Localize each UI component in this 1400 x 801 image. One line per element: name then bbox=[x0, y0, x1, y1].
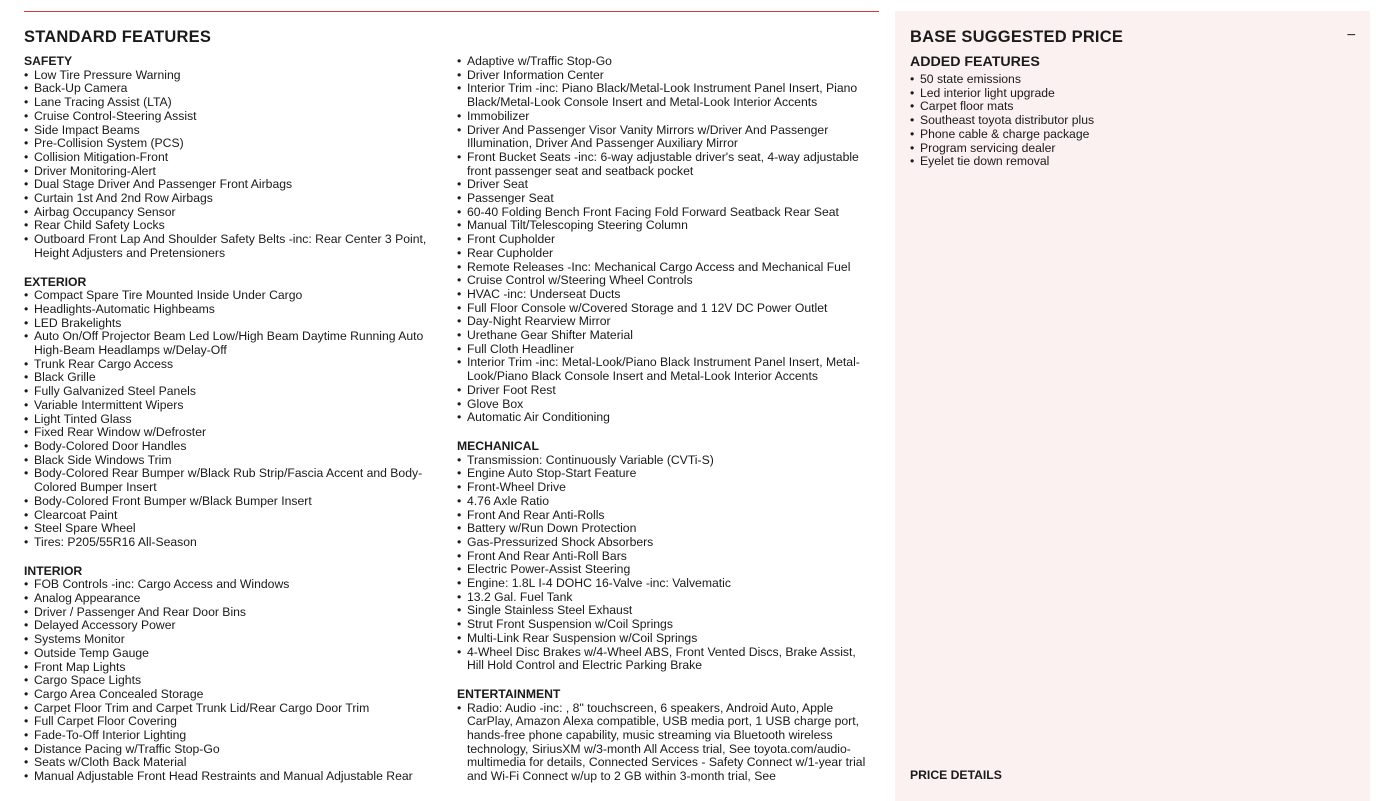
top-divider bbox=[24, 11, 879, 12]
feature-item: • Body-Colored Rear Bumper w/Black Rub Strip/Fascia Accent and Body-Colored Bumper Insert bbox=[24, 467, 436, 494]
feature-item: • Cargo Area Concealed Storage bbox=[24, 688, 436, 702]
feature-item: • Passenger Seat bbox=[457, 192, 872, 206]
feature-item: • Back-Up Camera bbox=[24, 82, 436, 96]
feature-item: • Driver Information Center bbox=[457, 69, 872, 83]
feature-item: • Fully Galvanized Steel Panels bbox=[24, 385, 436, 399]
feature-item: • Lane Tracing Assist (LTA) bbox=[24, 96, 436, 110]
feature-item: • Driver Seat bbox=[457, 178, 872, 192]
feature-item: • Strut Front Suspension w/Coil Springs bbox=[457, 618, 872, 632]
feature-item: • Collision Mitigation-Front bbox=[24, 151, 436, 165]
feature-item: • Distance Pacing w/Traffic Stop-Go bbox=[24, 743, 436, 757]
feature-item: • Curtain 1st And 2nd Row Airbags bbox=[24, 192, 436, 206]
feature-item: • Battery w/Run Down Protection bbox=[457, 522, 872, 536]
feature-item: • Cruise Control-Steering Assist bbox=[24, 110, 436, 124]
feature-item: • Seats w/Cloth Back Material bbox=[24, 756, 436, 770]
feature-item: • Remote Releases -Inc: Mechanical Cargo Access and Mechanical Fuel bbox=[457, 261, 872, 275]
feature-item: • Rear Child Safety Locks bbox=[24, 219, 436, 233]
feature-list bbox=[457, 702, 872, 784]
feature-item: • Side Impact Beams bbox=[24, 124, 436, 138]
feature-item: • Front Cupholder bbox=[457, 233, 872, 247]
features-column-right bbox=[457, 55, 872, 799]
feature-item: • Glove Box bbox=[457, 398, 872, 412]
feature-item: • Interior Trim -inc: Piano Black/Metal-Look Instrument Panel Insert, Piano Black/Metal-Look Console Insert and Metal-Look Interior Accents bbox=[457, 82, 872, 109]
feature-item: • LED Brakelights bbox=[24, 317, 436, 331]
added-features-list bbox=[910, 73, 1350, 169]
feature-item: • Automatic Air Conditioning bbox=[457, 411, 872, 425]
feature-item: • Outboard Front Lap And Shoulder Safety Belts -inc: Rear Center 3 Point, Height Adjusters and Pretensioners bbox=[24, 233, 436, 260]
feature-item: • Cruise Control w/Steering Wheel Controls bbox=[457, 274, 872, 288]
feature-item: • Rear Cupholder bbox=[457, 247, 872, 261]
section-title: SAFETY bbox=[24, 54, 73, 68]
feature-section-continued bbox=[457, 55, 872, 425]
feature-item: • Clearcoat Paint bbox=[24, 509, 436, 523]
feature-item: • Gas-Pressurized Shock Absorbers bbox=[457, 536, 872, 550]
section-title: EXTERIOR bbox=[24, 274, 87, 289]
feature-section-interior bbox=[24, 565, 436, 784]
feature-item: • Engine Auto Stop-Start Feature bbox=[457, 467, 872, 481]
feature-item: • Body-Colored Front Bumper w/Black Bumper Insert bbox=[24, 495, 436, 509]
base-price-title: BASE SUGGESTED PRICE bbox=[910, 28, 1124, 46]
feature-section-mechanical bbox=[457, 440, 872, 673]
section-title: INTERIOR bbox=[24, 563, 83, 578]
feature-item: • Electric Power-Assist Steering bbox=[457, 563, 872, 577]
feature-item: • 4-Wheel Disc Brakes w/4-Wheel ABS, Front Vented Discs, Brake Assist, Hill Hold Control and Electric Parking Brake bbox=[457, 646, 872, 673]
feature-item: • Full Carpet Floor Covering bbox=[24, 715, 436, 729]
feature-item: • Single Stainless Steel Exhaust bbox=[457, 604, 872, 618]
feature-item: • Front Map Lights bbox=[24, 661, 436, 675]
feature-section-safety bbox=[24, 55, 436, 261]
features-column-left bbox=[24, 55, 436, 799]
added-feature-item: • Phone cable & charge package bbox=[910, 128, 1350, 142]
feature-item: • Airbag Occupancy Sensor bbox=[24, 206, 436, 220]
collapse-button[interactable]: − bbox=[1346, 27, 1356, 44]
feature-section-exterior bbox=[24, 276, 436, 550]
feature-item: • Interior Trim -inc: Metal-Look/Piano Black Instrument Panel Insert, Metal-Look/Piano Black Console Insert and Metal-Look Interior Accents bbox=[457, 356, 872, 383]
feature-item: • HVAC -inc: Underseat Ducts bbox=[457, 288, 872, 302]
feature-item: • Multi-Link Rear Suspension w/Coil Springs bbox=[457, 632, 872, 646]
feature-item: • Variable Intermittent Wipers bbox=[24, 399, 436, 413]
feature-item: • Driver Monitoring-Alert bbox=[24, 165, 436, 179]
added-feature-item: • Program servicing dealer bbox=[910, 142, 1350, 156]
feature-item: • 4.76 Axle Ratio bbox=[457, 495, 872, 509]
feature-list bbox=[457, 55, 872, 425]
feature-item: • Adaptive w/Traffic Stop-Go bbox=[457, 55, 872, 69]
feature-item: • Front-Wheel Drive bbox=[457, 481, 872, 495]
feature-item: • Transmission: Continuously Variable (CVTi-S) bbox=[457, 454, 872, 468]
feature-item: • Dual Stage Driver And Passenger Front Airbags bbox=[24, 178, 436, 192]
feature-item: • Black Grille bbox=[24, 371, 436, 385]
feature-item: • Trunk Rear Cargo Access bbox=[24, 358, 436, 372]
feature-item: • Steel Spare Wheel bbox=[24, 522, 436, 536]
feature-item: • Front Bucket Seats -inc: 6-way adjustable driver's seat, 4-way adjustable front passenger seat and seatback pocket bbox=[457, 151, 872, 178]
feature-item: • Front And Rear Anti-Rolls bbox=[457, 509, 872, 523]
added-feature-item: • Led interior light upgrade bbox=[910, 87, 1350, 101]
feature-section-entertainment bbox=[457, 688, 872, 784]
feature-item: • Low Tire Pressure Warning bbox=[24, 69, 436, 83]
feature-item: • Headlights-Automatic Highbeams bbox=[24, 303, 436, 317]
feature-item: • Outside Temp Gauge bbox=[24, 647, 436, 661]
feature-item: • Driver Foot Rest bbox=[457, 384, 872, 398]
added-features-title: ADDED FEATURES bbox=[910, 54, 1040, 70]
feature-item: • Body-Colored Door Handles bbox=[24, 440, 436, 454]
feature-item: • Radio: Audio -inc: , 8" touchscreen, 6 speakers, Android Auto, Apple CarPlay, Amazon Alexa compatible, USB media port, 1 USB charge port, hands-free phone capability, music streaming via Bluetooth wireless technology, SiriusXM w/3-month All Access trial, See toyota.com/audio-multimedia for details, Connected Services - Safety Connect w/1-year trial and Wi-Fi Connect w/up to 2 GB within 3-month trial, See bbox=[457, 702, 872, 784]
feature-item: • Driver And Passenger Visor Vanity Mirrors w/Driver And Passenger Illumination, Driver And Passenger Auxiliary Mirror bbox=[457, 124, 872, 151]
added-feature-item: • Eyelet tie down removal bbox=[910, 155, 1350, 169]
feature-item: • FOB Controls -inc: Cargo Access and Windows bbox=[24, 578, 436, 592]
feature-item: • Tires: P205/55R16 All-Season bbox=[24, 536, 436, 550]
feature-item: • Immobilizer bbox=[457, 110, 872, 124]
added-feature-item: • Carpet floor mats bbox=[910, 100, 1350, 114]
feature-item: • Fade-To-Off Interior Lighting bbox=[24, 729, 436, 743]
feature-item: • Auto On/Off Projector Beam Led Low/High Beam Daytime Running Auto High-Beam Headlamps w/Delay-Off bbox=[24, 330, 436, 357]
section-title: MECHANICAL bbox=[457, 438, 539, 453]
feature-item: • Day-Night Rearview Mirror bbox=[457, 315, 872, 329]
feature-item: • Fixed Rear Window w/Defroster bbox=[24, 426, 436, 440]
price-panel bbox=[895, 11, 1370, 801]
feature-item: • Carpet Floor Trim and Carpet Trunk Lid/Rear Cargo Door Trim bbox=[24, 702, 436, 716]
feature-item: • Manual Adjustable Front Head Restraints and Manual Adjustable Rear bbox=[24, 770, 436, 784]
feature-item: • Driver / Passenger And Rear Door Bins bbox=[24, 606, 436, 620]
feature-list bbox=[24, 289, 436, 549]
feature-item: • Black Side Windows Trim bbox=[24, 454, 436, 468]
feature-item: • Front And Rear Anti-Roll Bars bbox=[457, 550, 872, 564]
feature-item: • Full Cloth Headliner bbox=[457, 343, 872, 357]
feature-item: • Cargo Space Lights bbox=[24, 674, 436, 688]
feature-item: • Manual Tilt/Telescoping Steering Column bbox=[457, 219, 872, 233]
feature-item: • Pre-Collision System (PCS) bbox=[24, 137, 436, 151]
added-feature-item: • Southeast toyota distributor plus bbox=[910, 114, 1350, 128]
feature-item: • 13.2 Gal. Fuel Tank bbox=[457, 591, 872, 605]
feature-list bbox=[24, 69, 436, 261]
feature-item: • Compact Spare Tire Mounted Inside Under Cargo bbox=[24, 289, 436, 303]
feature-item: • Analog Appearance bbox=[24, 592, 436, 606]
feature-item: • Light Tinted Glass bbox=[24, 413, 436, 427]
feature-list bbox=[457, 454, 872, 673]
feature-item: • Delayed Accessory Power bbox=[24, 619, 436, 633]
section-title: ENTERTAINMENT bbox=[457, 686, 561, 701]
feature-item: • Full Floor Console w/Covered Storage and 1 12V DC Power Outlet bbox=[457, 302, 872, 316]
feature-item: • 60-40 Folding Bench Front Facing Fold Forward Seatback Rear Seat bbox=[457, 206, 872, 220]
feature-item: • Engine: 1.8L I-4 DOHC 16-Valve -inc: Valvematic bbox=[457, 577, 872, 591]
feature-item: • Systems Monitor bbox=[24, 633, 436, 647]
price-details-label[interactable]: PRICE DETAILS bbox=[910, 768, 1002, 782]
feature-item: • Urethane Gear Shifter Material bbox=[457, 329, 872, 343]
standard-features-title: STANDARD FEATURES bbox=[24, 28, 212, 46]
added-feature-item: • 50 state emissions bbox=[910, 73, 1350, 87]
feature-list bbox=[24, 578, 436, 784]
